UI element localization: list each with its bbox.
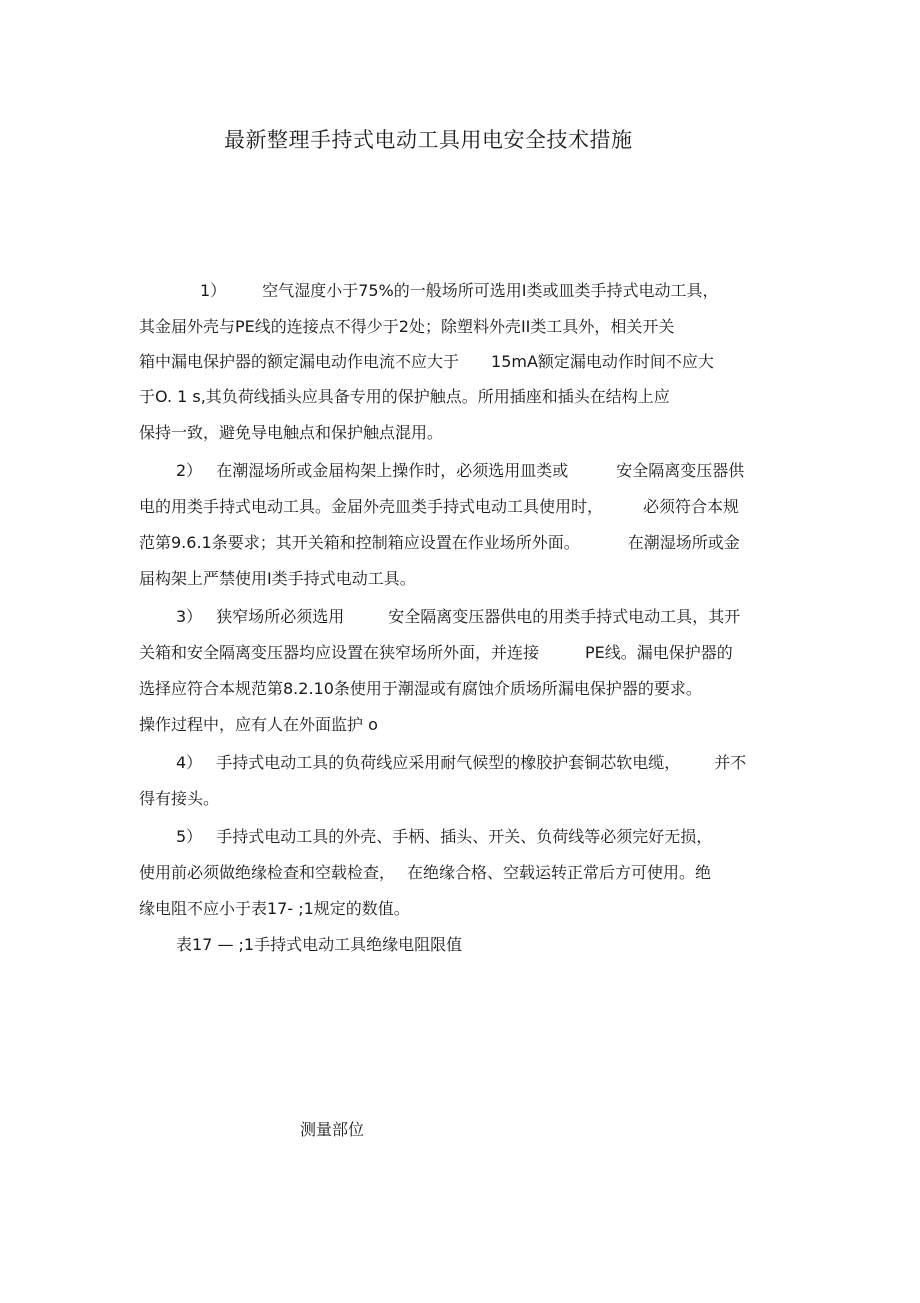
section-5-first-line: 5） 手持式电动工具的外壳、手柄、插头、开关、负荷线等必须完好无损， xyxy=(176,827,713,846)
table-caption: 表17 — ;1手持式电动工具绝缘电阻限值 xyxy=(176,935,463,954)
section-1-first-line xyxy=(200,280,718,302)
section-1-text-line-2: 其金届外壳与PE线的连接点不得少于2处；除塑料外壳II类工具外，相关开关 xyxy=(139,317,675,336)
section-2-first-line: 2） 在潮湿场所或金届构架上操作时，必须选用皿类或 安全隔离变压器供 xyxy=(176,461,745,480)
section-1-text-line-4: 于O. 1 s,其负荷线插头应具备专用的保护触点。所用插座和插头在结构上应 xyxy=(139,387,670,406)
section-3-text-line-2: 关箱和安全隔离变压器均应设置在狭窄场所外面，并连接 PE线。漏电保护器的 xyxy=(139,643,733,662)
section-3-text-line-3: 选择应符合本规范第8.2.10条使用于潮湿或有腐蚀介质场所漏电保护器的要求。 xyxy=(139,679,702,698)
section-1-text-line-1: 空气湿度小于75%的一般场所可选用I类或皿类手持式电动工具， xyxy=(262,281,719,300)
section-3-first-line: 3） 狭窄场所必须选用 安全隔离变压器供电的用类手持式电动工具，其开 xyxy=(176,607,741,626)
section-1-text-line-3: 箱中漏电保护器的额定漏电动作电流不应大于 15mA额定漏电动作时间不应大 xyxy=(139,352,714,371)
section-2-text-line-4: 届构架上严禁使用I类手持式电动工具。 xyxy=(139,569,416,588)
section-5-number: 5） xyxy=(176,827,203,846)
section-2-text-line-2: 电的用类手持式电动工具。金届外壳皿类手持式电动工具使用时， 必须符合本规 xyxy=(139,497,740,516)
section-1-text-line-5: 保持一致，避免导电触点和保护触点混用。 xyxy=(139,423,444,442)
section-3-text-line-4: 操作过程中，应有人在外面监护 o xyxy=(139,715,378,734)
section-2-text-line-3: 范第9.6.1条要求；其开关箱和控制箱应设置在作业场所外面。 在潮湿场所或金 xyxy=(139,533,740,552)
section-2-number: 2） xyxy=(176,461,203,480)
section-4-first-line: 4） 手持式电动工具的负荷线应采用耐气候型的橡胶护套铜芯软电缆， 并不 xyxy=(176,753,747,772)
section-1-number: 1） xyxy=(200,281,227,300)
document-title: 最新整理手持式电动工具用电安全技术措施 xyxy=(224,128,633,152)
section-3-number: 3） xyxy=(176,607,203,626)
section-4-text-line-2: 得有接头。 xyxy=(139,789,220,808)
section-5-text-line-3: 缘电阻不应小于表17- ;1规定的数值。 xyxy=(139,899,410,918)
table-header-cell-measure-location: 测量部位 xyxy=(300,1120,365,1139)
section-4-number: 4） xyxy=(176,753,203,772)
section-5-text-line-2: 使用前必须做绝缘检查和空载检查， 在绝缘合格、空载运转正常后方可使用。绝 xyxy=(139,863,712,882)
